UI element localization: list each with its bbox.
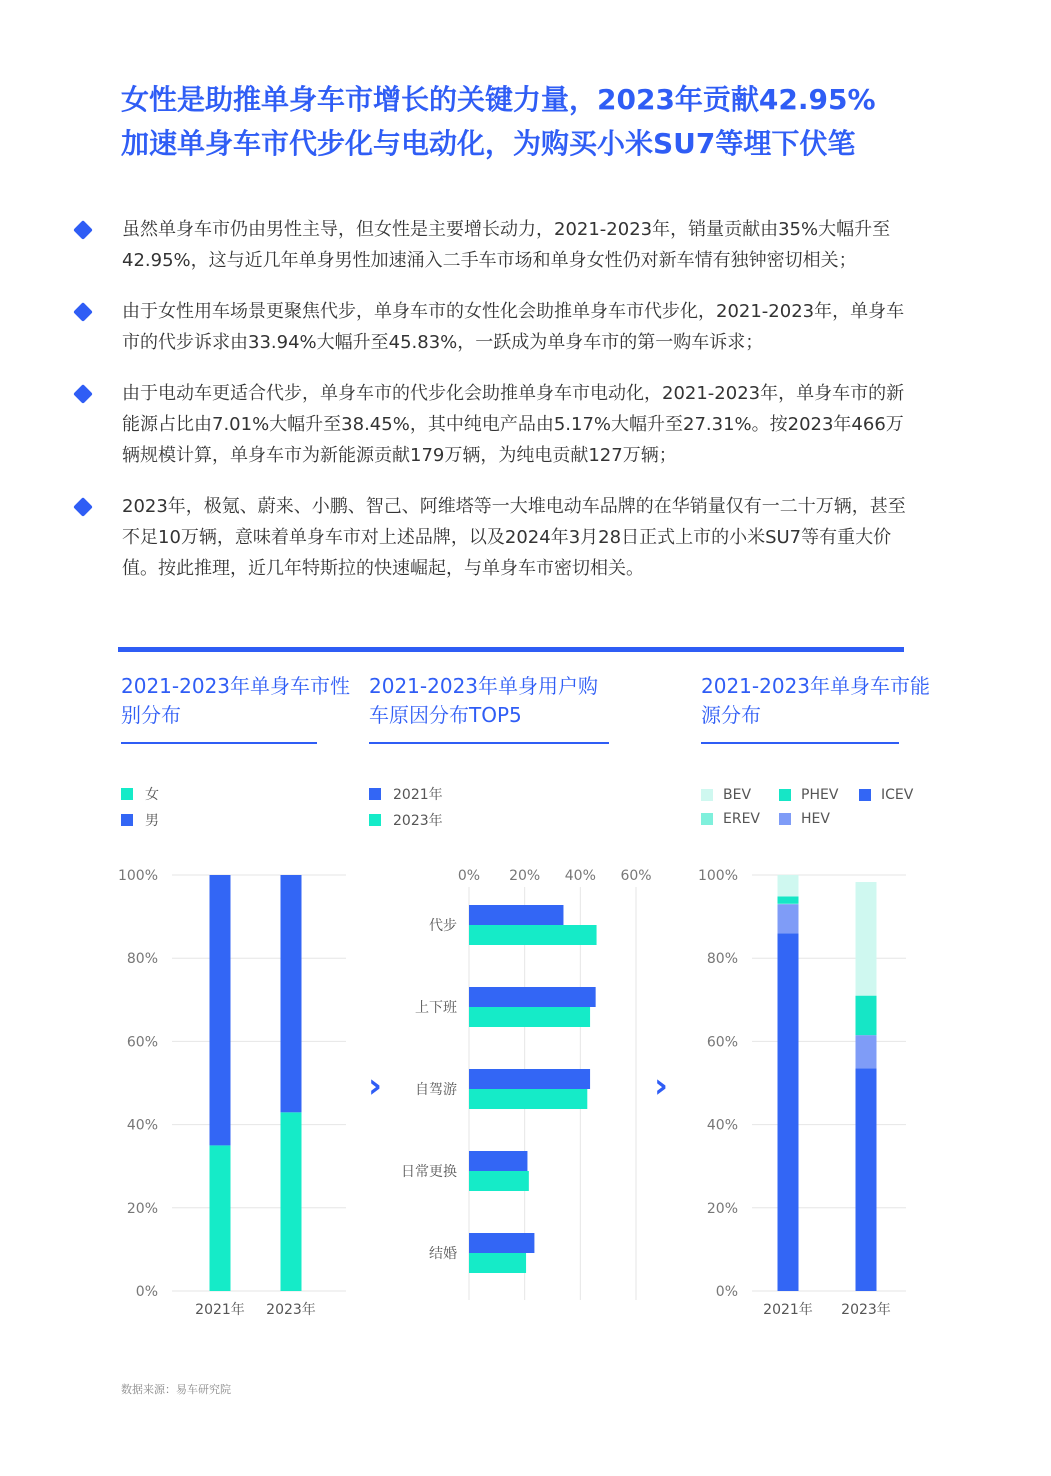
legend-label: HEV — [801, 811, 830, 827]
legend-item-hev — [779, 811, 830, 827]
gender-bar-女-2021年 — [210, 1145, 231, 1291]
chevron-right-icon: › — [368, 1066, 383, 1106]
legend-label: BEV — [723, 787, 752, 803]
legend-swatch — [859, 789, 871, 801]
reasons-bar-2023年-日常更换 — [469, 1171, 529, 1191]
legend-swatch — [779, 813, 791, 825]
energy-chart — [690, 860, 930, 1340]
legend-item-female — [121, 781, 159, 807]
x-tick-label: 2021年 — [763, 1302, 813, 1318]
legend-item-icev — [859, 787, 913, 803]
legend-swatch — [369, 788, 381, 800]
legend-item-male — [121, 807, 159, 833]
reasons-chart — [390, 860, 650, 1330]
energy-bar-ICEV-2021年 — [778, 933, 799, 1291]
page-title-line2: 加速单身车市代步化与电动化，为购买小米SU7等埋下伏笔 — [121, 127, 856, 160]
gender-chart-title: 2021-2023年单身车市性别分布 — [121, 674, 351, 727]
y-tick-label: 代步 — [429, 918, 457, 934]
energy-chart-title: 2021-2023年单身车市能源分布 — [701, 674, 931, 727]
y-tick-label: 结婚 — [429, 1246, 457, 1262]
legend-label: PHEV — [801, 787, 839, 803]
y-tick-label: 60% — [706, 1034, 738, 1051]
y-tick-label: 80% — [126, 951, 158, 968]
legend-item-bev — [701, 787, 751, 803]
reasons-bar-2021年-代步 — [469, 905, 563, 925]
energy-bar-HEV-2021年 — [778, 904, 799, 933]
x-tick-label: 60% — [620, 868, 652, 884]
reasons-bar-2021年-上下班 — [469, 987, 596, 1007]
legend-item-2023 — [369, 807, 443, 833]
legend-swatch — [701, 789, 713, 801]
bullet-text: 2023年，极氪、蔚来、小鹏、智己、阿维塔等一大堆电动车品牌的在华销量仅有一二十万辆，甚至不足10万辆，意味着单身车市对上述品牌，以及2024年3月28日正式上市的小米SU7等有重大价值。按此推理，近几年特斯拉的快速崛起，与单身车市密切相关。 — [122, 496, 906, 579]
x-tick-label: 40% — [564, 868, 596, 884]
gender-bar-女-2023年 — [281, 1112, 302, 1291]
bullet-text: 由于电动车更适合代步，单身车市的代步化会助推单身车市电动化，2021-2023年，单身车市的新能源占比由7.01%大幅升至38.45%，其中纯电产品由5.17%大幅升至27.31%。按2023年466万辆规模计算，单身车市为新能源贡献179万辆，为纯电贡献127万辆； — [122, 383, 905, 466]
legend-item-2021 — [369, 781, 443, 807]
gender-bar-男-2023年 — [281, 875, 302, 1112]
section-divider — [118, 647, 904, 652]
energy-bar-HEV-2023年 — [856, 1035, 877, 1068]
legend-label: 男 — [145, 813, 159, 829]
reasons-chart-title: 2021-2023年单身用户购车原因分布TOP5 — [369, 674, 599, 727]
page-title — [121, 78, 981, 166]
y-tick-label: 0% — [715, 1284, 738, 1300]
y-tick-label: 60% — [126, 1034, 158, 1051]
gender-chart — [110, 860, 350, 1340]
gender-title-underline — [121, 742, 317, 744]
energy-bar-PHEV-2023年 — [856, 996, 877, 1036]
bullet-text: 虽然单身车市仍由男性主导，但女性是主要增长动力，2021-2023年，销量贡献由35%大幅升至42.95%，这与近几年单身男性加速涌入二手车市场和单身女性仍对新车情有独钟密切相关； — [122, 219, 891, 271]
legend-label: EREV — [723, 811, 760, 827]
y-tick-label: 自驾游 — [415, 1082, 457, 1098]
reasons-bar-2023年-自驾游 — [469, 1089, 587, 1109]
legend-swatch — [369, 814, 381, 826]
y-tick-label: 40% — [126, 1117, 158, 1134]
energy-bar-BEV-2021年 — [778, 875, 799, 897]
reasons-title-underline — [369, 742, 609, 744]
diamond-bullet-icon — [73, 384, 93, 404]
legend-swatch — [121, 788, 133, 800]
y-tick-label: 100% — [697, 868, 738, 884]
reasons-legend — [369, 781, 443, 833]
data-source: 数据来源：易车研究院 — [121, 1383, 231, 1396]
reasons-bar-2021年-日常更换 — [469, 1151, 527, 1171]
legend-swatch — [779, 789, 791, 801]
gender-legend — [121, 781, 159, 833]
reasons-bar-2023年-结婚 — [469, 1253, 526, 1273]
y-tick-label: 80% — [706, 951, 738, 968]
bullet-item — [70, 296, 920, 358]
legend-item-erev — [701, 811, 760, 827]
legend-label: 女 — [145, 787, 159, 803]
energy-title-underline — [701, 742, 899, 744]
y-tick-label: 20% — [706, 1200, 738, 1217]
gender-bar-男-2021年 — [210, 875, 231, 1145]
diamond-bullet-icon — [73, 497, 93, 517]
bullet-list — [70, 214, 920, 604]
reasons-bar-2023年-上下班 — [469, 1007, 590, 1027]
legend-swatch — [701, 813, 713, 825]
legend-label: 2021年 — [393, 787, 443, 803]
reasons-bar-2021年-自驾游 — [469, 1069, 590, 1089]
diamond-bullet-icon — [73, 302, 93, 322]
legend-label: 2023年 — [393, 813, 443, 829]
energy-bar-PHEV-2021年 — [778, 896, 799, 903]
legend-label: ICEV — [881, 787, 914, 803]
x-tick-label: 2021年 — [195, 1302, 245, 1318]
page-title-line1: 女性是助推单身车市增长的关键力量，2023年贡献42.95% — [121, 83, 876, 116]
legend-item-phev — [779, 787, 838, 803]
energy-bar-BEV-2023年 — [856, 882, 877, 996]
y-tick-label: 20% — [126, 1200, 158, 1217]
bullet-item — [70, 214, 920, 276]
x-tick-label: 2023年 — [266, 1302, 316, 1318]
y-tick-label: 0% — [135, 1284, 158, 1300]
y-tick-label: 日常更换 — [401, 1164, 457, 1180]
y-tick-label: 上下班 — [415, 1000, 457, 1016]
chevron-right-icon: › — [654, 1066, 669, 1106]
x-tick-label: 0% — [457, 868, 481, 884]
reasons-bar-2023年-代步 — [469, 925, 597, 945]
bullet-text: 由于女性用车场景更聚焦代步，单身车市的女性化会助推单身车市代步化，2021-2023年，单身车市的代步诉求由33.94%大幅升至45.83%，一跃成为单身车市的第一购车诉求； — [122, 301, 905, 353]
energy-bar-ICEV-2023年 — [856, 1068, 877, 1291]
x-tick-label: 20% — [509, 868, 541, 884]
x-tick-label: 2023年 — [841, 1302, 891, 1318]
y-tick-label: 100% — [117, 868, 158, 884]
bullet-item — [70, 378, 920, 471]
diamond-bullet-icon — [73, 220, 93, 240]
reasons-bar-2021年-结婚 — [469, 1233, 534, 1253]
bullet-item — [70, 491, 920, 584]
legend-swatch — [121, 814, 133, 826]
y-tick-label: 40% — [706, 1117, 738, 1134]
